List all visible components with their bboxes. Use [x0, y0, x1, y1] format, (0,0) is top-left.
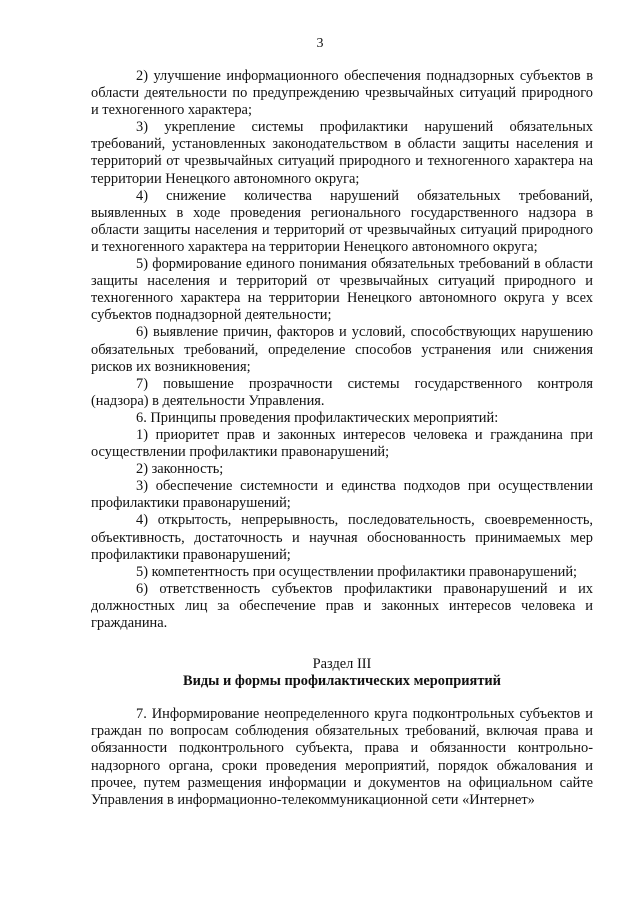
- page-number: 3: [316, 36, 324, 51]
- principle-item-5: 5) компетентность при осуществлении профилактики правонарушений;: [136, 563, 578, 580]
- spacer: [91, 690, 593, 706]
- section-label: Раздел III: [312, 656, 372, 673]
- paragraph-item-informing: 7. Информирование неопределенного круга подконтрольных субъектов и граждан по вопросам соблюдения обязательных требований, включая права и обязанности подконтрольного субъекта, права и обязанности контрольно-надзорного органа, сроки проведения мероприятий, порядок обжалования и прочее, путем размещения информации и документов на официальном сайте Управления в информационно-телекоммуникационной сети «Интернет»: [91, 706, 593, 808]
- paragraph-item-6: 6) выявление причин, факторов и условий, способствующих нарушению обязательных требований, определение способов устранения или снижения рисков их возникновения;: [91, 324, 593, 375]
- principle-item-4: 4) открытость, непрерывность, последовательность, своевременность, объективность, достаточность и научная обоснованность принимаемых мер профилактики правонарушений;: [91, 512, 593, 563]
- section-title: Виды и формы профилактических мероприятий: [183, 673, 501, 690]
- paragraph-principles-heading: 6. Принципы проведения профилактических мероприятий:: [136, 409, 499, 426]
- principle-item-1: 1) приоритет прав и законных интересов человека и гражданина при осуществлении профилактики правонарушений;: [91, 426, 593, 461]
- paragraph-item-4: 4) снижение количества нарушений обязательных требований, выявленных в ходе проведения регионального государственного надзора в области защиты населения и территорий от чрезвычайных ситуаций природного и техногенного характера на территории Ненецкого автономного округа;: [91, 187, 593, 255]
- paragraph-item-5: 5) формирование единого понимания обязательных требований в области защиты населения и территорий от чрезвычайных ситуаций природного и техногенного характера на территории Ненецкого автономного округа у всех субъектов поднадзорной деятельности;: [91, 256, 593, 324]
- paragraph-item-7: 7) повышение прозрачности системы государственного контроля (надзора) в деятельности Управления.: [91, 375, 593, 409]
- principle-item-2: 2) законность;: [136, 461, 224, 478]
- principle-item-6: 6) ответственность субъектов профилактики правонарушений и их должностных лиц за обеспечение прав и законных интересов человека и гражданина.: [91, 580, 593, 631]
- paragraph-item-2: 2) улучшение информационного обеспечения поднадзорных субъектов в области деятельности по предупреждению чрезвычайных ситуаций природного и техногенного характера;: [91, 68, 593, 119]
- spacer: [91, 632, 593, 656]
- principle-item-3: 3) обеспечение системности и единства подходов при осуществлении профилактики правонарушений;: [91, 478, 593, 512]
- document-body: [91, 68, 593, 809]
- paragraph-item-3: 3) укрепление системы профилактики нарушений обязательных требований, установленных законодательством в области защиты населения и территорий от чрезвычайных ситуаций природного и техногенного характера на территории Ненецкого автономного округа;: [91, 119, 593, 187]
